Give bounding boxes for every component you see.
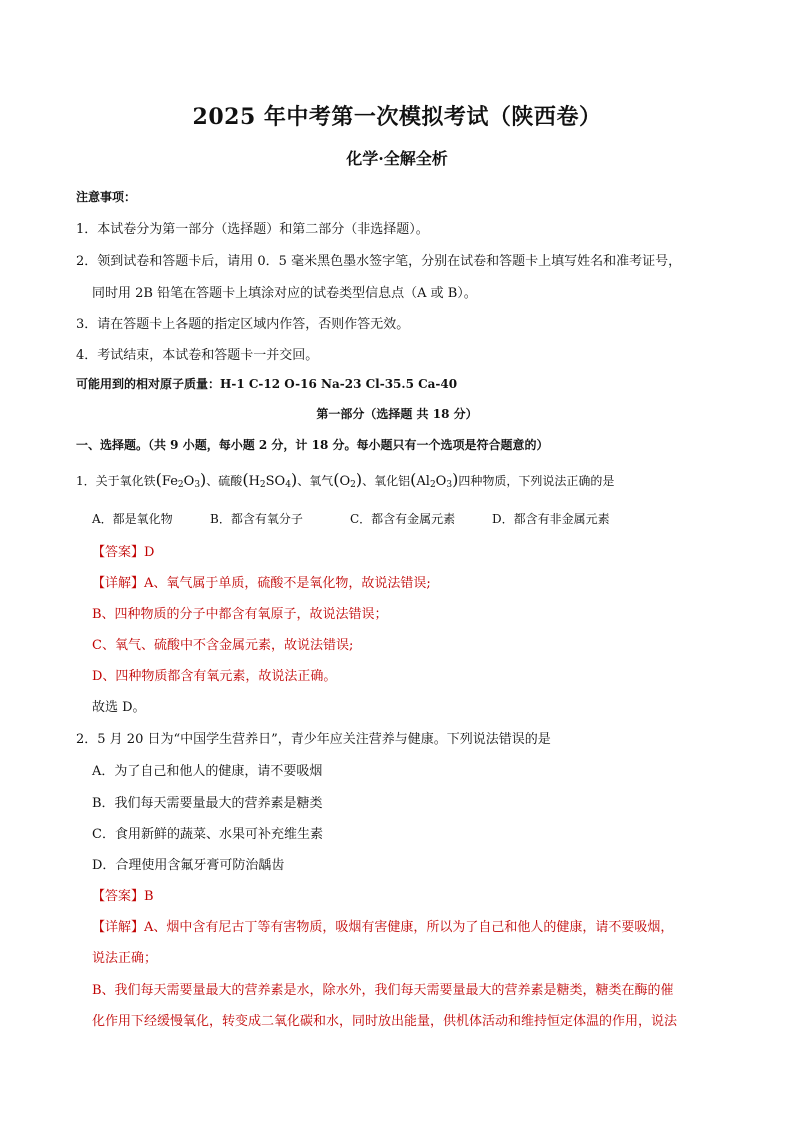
q1-detail-line: 【详解】A、氧气属于单质，硫酸不是氧化物，故说法错误; [92, 576, 431, 591]
q2-option-a: A．为了自己和他人的健康，请不要吸烟 [92, 764, 323, 779]
q1-prefix: 1．关于氧化铁 [76, 474, 156, 488]
q1-detail-line: C、氧气、硫酸中不含金属元素，故说法错误; [92, 638, 354, 653]
notice-item: 2．领到试卷和答题卡后，请用 0．5 毫米黑色墨水签字笔，分别在试卷和答题卡上填写姓名和准考证号， [76, 254, 682, 269]
q2-option-d: D．合理使用含氟牙膏可防治龋齿 [92, 858, 285, 873]
q2-answer [92, 885, 154, 904]
formula-al2o3: $Al_2O_3$ [416, 474, 453, 490]
answer-value: D [144, 545, 155, 560]
page-subtitle: 化学·全解全析 [346, 149, 448, 168]
q2-option-c: C．食用新鲜的蔬菜、水果可补充维生素 [92, 827, 323, 842]
q2-detail-line: 【详解】A、烟中含有尼古丁等有害物质，吸烟有害健康，所以为了自己和他人的健康，请不要吸烟， [92, 920, 674, 935]
notice-heading: 注意事项： [76, 190, 137, 204]
answer-tag: 【答案】 [92, 889, 145, 904]
q2-detail-line: B、我们每天需要量最大的营养素是水，除水外，我们每天需要量最大的营养素是糖类，糖类在酶的催 [92, 983, 674, 998]
q1-option-b: B．都含有氧分子 [210, 512, 303, 526]
part-heading: 第一部分（选择题 共 18 分） [316, 407, 478, 421]
formula-o2: $O_2$ [339, 474, 356, 490]
answer-tag: 【答案】 [92, 545, 145, 560]
q1-text-2: 、硫酸 [206, 474, 243, 488]
formula-fe2o3: $Fe_2O_3$ [161, 474, 201, 490]
paren-close: ) [200, 470, 207, 489]
answer-value: B [144, 889, 154, 904]
q2-option-b: B．我们每天需要量最大的营养素是糖类 [92, 796, 323, 811]
section-heading: 一、选择题。（共 9 小题，每小题 2 分，计 18 分。每小题只有一个选项是符合题意的） [76, 438, 549, 452]
paren-close: ) [452, 470, 459, 489]
q1-detail-line: B、四种物质的分子中都含有氧原子，故说法错误； [92, 607, 388, 622]
paren-open: ( [333, 470, 340, 489]
paren-close: ) [290, 470, 298, 489]
paren-close: ) [355, 470, 363, 489]
detail-tag: 【详解】 [92, 920, 145, 935]
q1-text-4: 、氧化铝 [362, 474, 411, 488]
page-title: 2025 年中考第一次模拟考试（陕西卷） [192, 104, 602, 130]
q1-text-3: 、氧气 [297, 474, 334, 488]
paren-open: ( [242, 470, 249, 489]
formula-h2so4: $H_2SO_4$ [248, 474, 291, 490]
notice-item: 1．本试卷分为第一部分（选择题）和第二部分（非选择题）。 [76, 222, 429, 237]
q1-conclusion: 故选 D。 [92, 700, 146, 715]
atomic-masses: 可能用到的相对原子质量：H-1 C-12 O-16 Na-23 Cl-35.5 Ca-40 [76, 377, 458, 391]
notice-item: 4．考试结束，本试卷和答题卡一并交回。 [76, 348, 319, 363]
q1-option-a: A．都是氧化物 [92, 512, 173, 526]
q1-suffix: 四种物质，下列说法正确的是 [458, 474, 615, 488]
q1-detail-line: D、四种物质都含有氧元素，故说法正确。 [92, 669, 337, 684]
q1-option-c: C．都含有金属元素 [350, 512, 456, 526]
detail-tag: 【详解】 [92, 576, 145, 591]
notice-item: 同时用 2B 铅笔在答题卡上填涂对应的试卷类型信息点（A 或 B）。 [92, 286, 477, 301]
notice-item: 3．请在答题卡上各题的指定区域内作答，否则作答无效。 [76, 317, 410, 332]
q2-detail-line: 说法正确； [92, 951, 158, 966]
question-2-stem: 2．5 月 20 日为“中国学生营养日”，青少年应关注营养与健康。下列说法错误的是 [76, 732, 551, 747]
question-1-stem [76, 470, 614, 490]
q1-option-d: D．都含有非金属元素 [492, 512, 610, 526]
q2-detail-line: 化作用下经缓慢氧化，转变成二氧化碳和水，同时放出能量，供机体活动和维持恒定体温的作用，说法 [92, 1014, 678, 1029]
q1-answer [92, 541, 154, 560]
paren-open: ( [410, 470, 417, 489]
paren-open: ( [155, 470, 162, 489]
